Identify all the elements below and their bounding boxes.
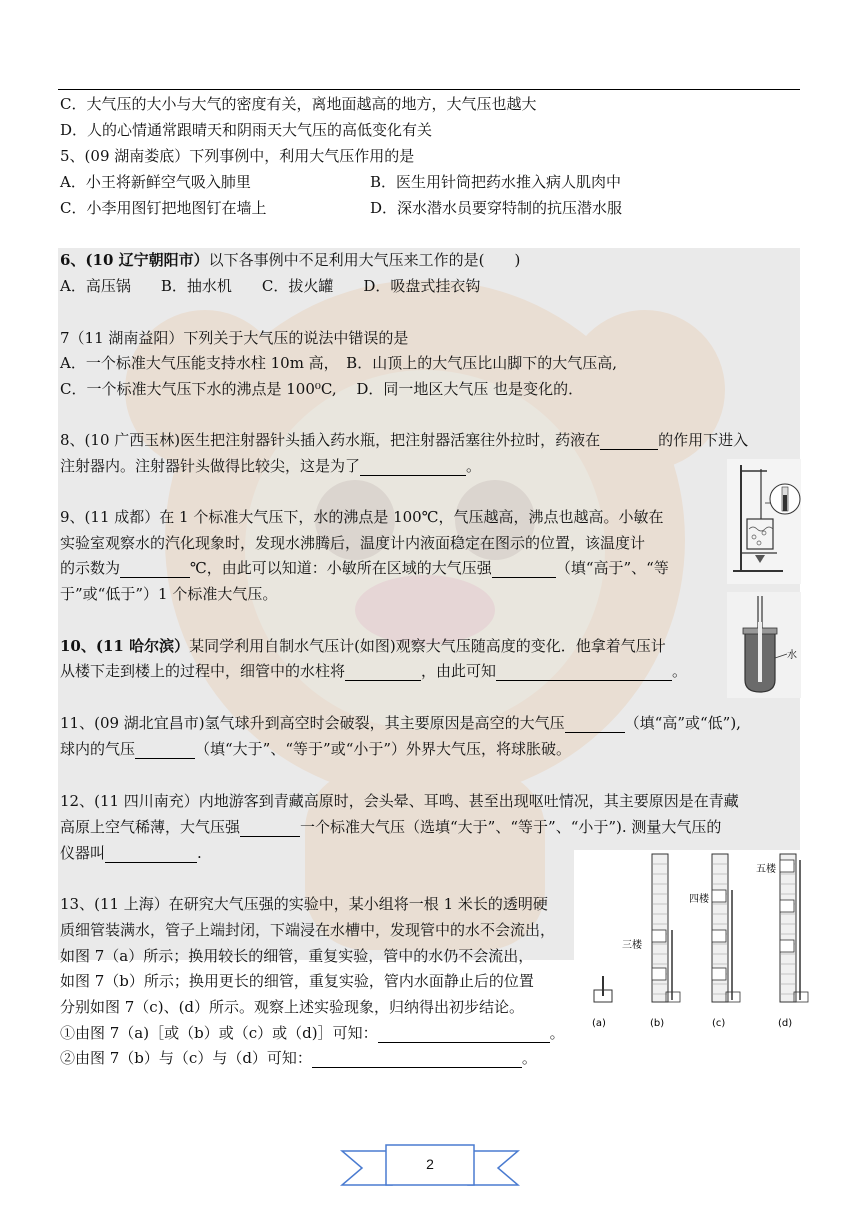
floor-4-label: 四楼 [689,894,709,905]
page-number: 2 [426,1156,434,1172]
q10-line1 [60,636,666,656]
q13-text-d: 。 [521,1049,537,1067]
q8-blank-2[interactable] [360,459,466,476]
q11-blank-1[interactable] [565,716,625,733]
q11-text-a: 11、(09 湖北宜昌市)氢气球升到高空时会破裂，其主要原因是高空的大气压 [60,714,565,732]
q6-source: 6、(10 辽宁朝阳市） [60,251,209,269]
label-a: (a) [592,1018,606,1029]
figure-7 [574,850,809,1035]
q12-text-b: 一个标准大气压（选填“大于”、“等于”、“小于”). 测量大气压的 [300,818,722,836]
q11-blank-2[interactable] [135,742,195,759]
q5-option-d: D．深水潜水员要穿特制的抗压潜水服 [370,199,623,217]
water-barometer-figure [727,592,801,698]
q9-text-c: （填“高于”、“等 [555,559,669,577]
q12-text-d: . [197,844,202,862]
q10-text-c: 。 [672,662,688,680]
q12-blank-2[interactable] [105,846,197,863]
q5-option-b: B．医生用针筒把药水推入病人肌肉中 [370,173,622,191]
q9-text-b: ℃，由此可以知道：小敏所在区域的大气压强 [190,559,492,577]
q10-line2 [60,661,687,681]
q11-text-d: （填“大于”、“等于”或“小于”）外界大气压，将球胀破。 [195,740,572,758]
q10-text: 某同学利用自制水气压计(如图)观察大气压随高度的变化．他拿着气压计 [189,637,666,655]
q10-text-b: ，由此可知 [421,662,497,680]
q7-options-ab: A．一个标准大气压能支持水柱 10m 高， B．山顶上的大气压比山脚下的大气压高, [60,354,617,372]
q13-text-a: ①由图 7（a)［或（b）或（c）或（d)］可知： [60,1024,378,1042]
q11-text-c: 球内的气压 [60,740,136,758]
q8-text-d: 。 [466,457,482,475]
q8-text-a: 8、(10 广西玉林)医生把注射器针头插入药水瓶，把注射器活塞往外拉时，药液在 [60,431,601,449]
q8-line1 [60,430,748,450]
q5-option-c: C．小李用图钉把地图钉在墙上 [60,199,267,217]
q8-blank-1[interactable] [600,433,658,450]
q13-text-c: ②由图 7（b）与（c）与（d）可知： [60,1049,312,1067]
q9-text-a: 的示数为 [60,559,121,577]
q12-line3 [60,843,202,863]
q13-blank-2[interactable] [312,1051,522,1068]
label-d: (d) [778,1018,793,1029]
q12-text-c: 仪器叫 [60,844,106,862]
label-c: (c) [712,1018,726,1029]
q10-source: 10、(11 哈尔滨） [60,637,190,655]
header-rule [58,89,800,90]
q12-line2 [60,817,721,837]
q13-blank-1[interactable] [378,1026,550,1043]
q13-text-b: 。 [549,1024,565,1042]
q11-line2 [60,739,571,759]
label-b: (b) [650,1018,665,1029]
q6-text: 以下各事例中不足利用大气压来工作的是( ) [208,251,521,269]
water-label: 水 [787,650,797,661]
q12-line1: 12、(11 四川南充）内地游客到青藏高原时，会头晕、耳鸣、甚至出现呕吐情况，其主要原因是在青藏 [60,792,739,810]
q7-options-cd: C．一个标准大气压下水的沸点是 100⁰C, D．同一地区大气压 也是变化的． [60,380,584,398]
q13-line3: 如图 7（a）所示；换用较长的细管，重复实验，管中的水仍不会流出， [60,947,534,965]
q13-line2: 质细管装满水，管子上端封闭，下端浸在水槽中，发现管中的水不会流出， [60,921,556,939]
q9-line4: 于”或“低于”）1 个标准大气压。 [60,585,278,603]
q6-options: A．高压锅 B．抽水机 C．拔火罐 D．吸盘式挂衣钩 [60,277,481,295]
q10-blank-2[interactable] [496,664,672,681]
q9-blank-2[interactable] [492,561,556,578]
q4-option-d: D．人的心情通常跟晴天和阴雨天大气压的高低变化有关 [60,121,433,139]
q13-line7 [60,1048,537,1068]
floor-3-label: 三楼 [622,940,642,951]
q5-option-a: A．小王将新鲜空气吸入肺里 [60,173,251,191]
q6-stem [60,250,520,270]
q13-line4: 如图 7（b）所示；换用更长的细管，重复实验，管内水面静止后的位置 [60,972,534,990]
q11-text-b: （填“高”或“低”), [624,714,741,732]
q9-line2: 实验室观察水的汽化现象时，发现水沸腾后，温度计内液面稳定在图示的位置，该温度计 [60,534,646,552]
q4-option-c: C．大气压的大小与大气的密度有关，离地面越高的地方，大气压也越大 [60,95,537,113]
q7-stem: 7（11 湖南益阳）下列关于大气压的说法中错误的是 [60,329,409,347]
q11-line1 [60,713,741,733]
q8-text-c: 注射器内。注射器针头做得比较尖，这是为了 [60,457,361,475]
q12-blank-1[interactable] [240,820,300,837]
q13-line5: 分别如图 7（c)、(d）所示。观察上述实验现象，归纳得出初步结论。 [60,998,525,1016]
boiling-apparatus-figure [727,459,801,584]
q5-stem: 5、(09 湖南娄底）下列事例中，利用大气压作用的是 [60,147,415,165]
q8-text-b: 的作用下进入 [658,431,749,449]
floor-5-label: 五楼 [756,864,776,875]
q13-line6 [60,1023,565,1043]
q12-text-a: 高原上空气稀薄，大气压强 [60,818,241,836]
q13-line1: 13、(11 上海）在研究大气压强的实验中，某小组将一根 1 米长的透明硬 [60,895,548,913]
q10-text-a: 从楼下走到楼上的过程中，细管中的水柱将 [60,662,346,680]
q9-line3 [60,558,669,578]
q9-blank-1[interactable] [120,561,190,578]
q8-line2 [60,456,481,476]
q9-line1: 9、(11 成都）在 1 个标准大气压下，水的沸点是 100℃，气压越高，沸点也越高。小敏在 [60,508,664,526]
q10-blank-1[interactable] [345,664,421,681]
